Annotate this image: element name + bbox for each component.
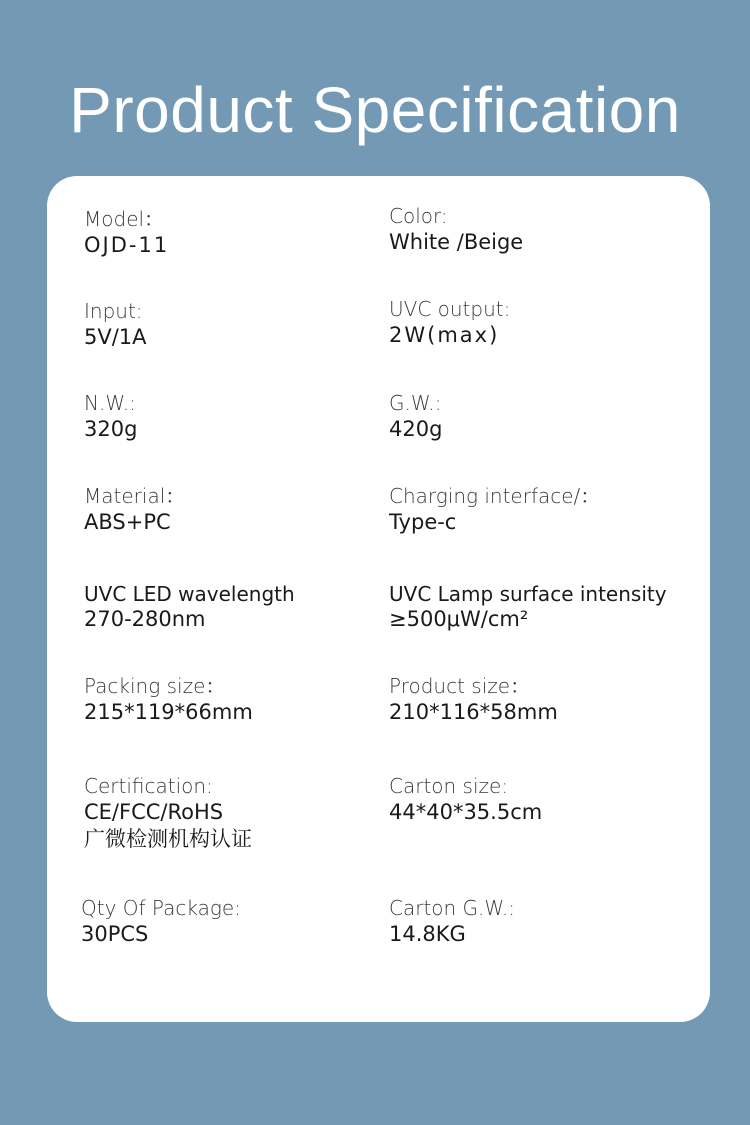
spec-value: OJD-11: [84, 233, 170, 257]
spec-label: N.W.:: [84, 391, 136, 415]
spec-charging: [389, 483, 600, 536]
spec-model: [84, 206, 169, 259]
spec-label: Carton G.W.:: [389, 896, 515, 920]
spec-color: [389, 203, 523, 256]
spec-value: 270-280nm: [84, 607, 206, 631]
spec-value: 44*40*35.5cm: [389, 800, 543, 824]
spec-value: CE/FCC/RoHS: [84, 800, 224, 824]
spec-nw: [84, 390, 137, 443]
spec-value: 5V/1A: [84, 325, 147, 349]
spec-intensity: [389, 582, 667, 632]
spec-value: 14.8KG: [389, 922, 466, 946]
spec-label: Packing size：: [84, 674, 226, 698]
spec-label: Material：: [84, 484, 186, 508]
spec-value: 215*119*66mm: [84, 700, 253, 724]
page-title: Product Specification: [69, 74, 681, 146]
spec-card: [47, 176, 710, 1022]
spec-value-secondary: 广微检测机构认证: [84, 827, 252, 851]
spec-product-size: [389, 673, 558, 726]
spec-uvc-output: [389, 296, 510, 349]
spec-wavelength: [84, 582, 295, 632]
spec-label: Color:: [389, 204, 448, 228]
spec-value: 420g: [389, 417, 443, 441]
spec-value: 210*116*58mm: [389, 700, 558, 724]
spec-label: G.W.:: [389, 391, 442, 415]
spec-material: [84, 483, 185, 536]
spec-value: 320g: [84, 417, 138, 441]
spec-label: Input:: [84, 299, 143, 323]
spec-value: Type-c: [389, 510, 457, 534]
spec-label: Carton size:: [389, 774, 509, 798]
spec-value: ≥500μW/cm²: [389, 607, 529, 631]
spec-value: 30PCS: [81, 922, 149, 946]
spec-label: UVC Lamp surface intensity: [389, 582, 667, 606]
spec-label: UVC output:: [389, 297, 511, 321]
spec-carton-gw: [389, 895, 515, 948]
spec-label: Certification:: [84, 774, 213, 798]
spec-input: [84, 298, 147, 351]
spec-value: ABS+PC: [84, 510, 171, 534]
spec-packing-size: [84, 673, 253, 726]
spec-value: 2W(max): [389, 323, 500, 347]
spec-certification: [84, 773, 252, 853]
spec-label: Model：: [84, 207, 165, 231]
spec-carton-size: [389, 773, 542, 826]
spec-label: Qty Of Package:: [81, 896, 241, 920]
spec-value: White /Beige: [389, 230, 524, 254]
spec-label: Charging interface/：: [389, 484, 601, 508]
spec-label: UVC LED wavelength: [84, 582, 295, 606]
spec-qty: [81, 895, 241, 948]
spec-gw: [389, 390, 442, 443]
spec-label: Product size：: [389, 674, 531, 698]
